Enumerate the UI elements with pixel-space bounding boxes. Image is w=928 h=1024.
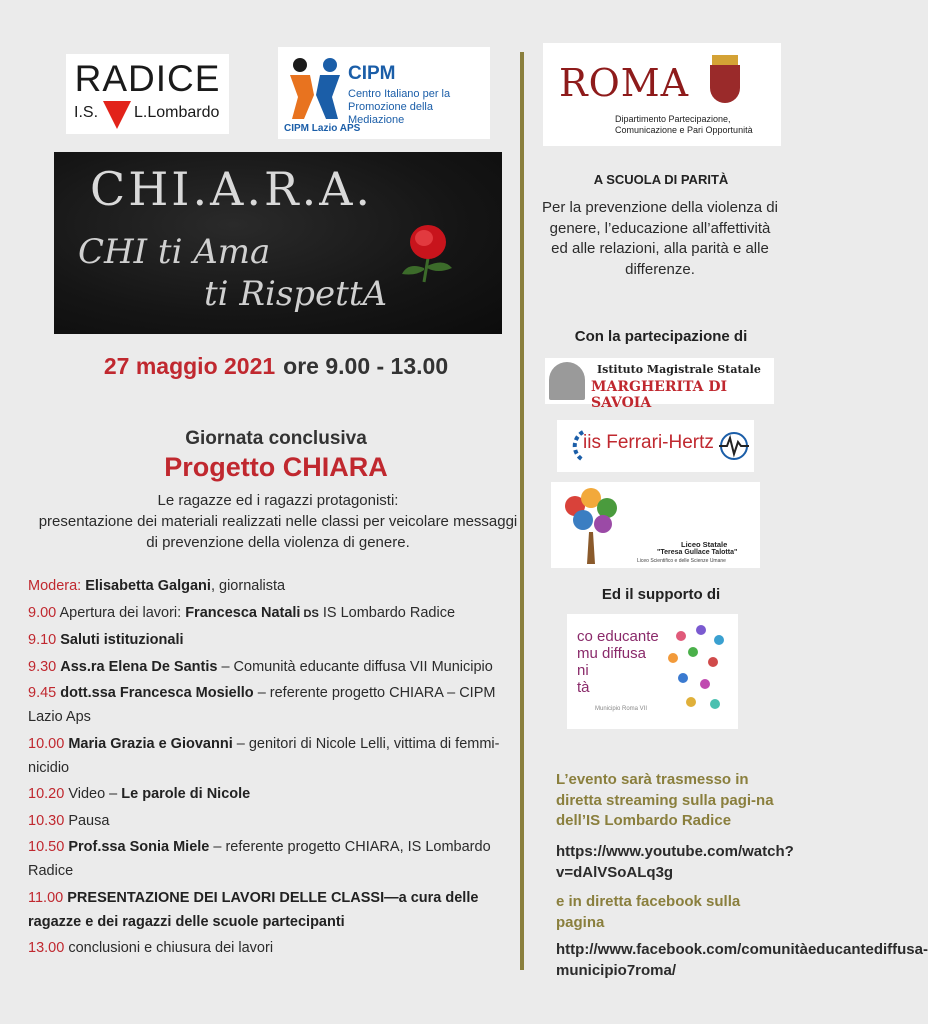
cipm-figures-icon (284, 55, 346, 121)
project-title: Progetto CHIARA (164, 452, 388, 482)
program-item (28, 628, 518, 652)
program-item (28, 681, 518, 729)
tree-icon (557, 486, 623, 564)
event-description (20, 490, 536, 553)
event-heading: Giornata conclusiva (185, 428, 367, 449)
roma-title: ROMA (559, 61, 690, 105)
partecipazione-heading: Con la partecipazione di (574, 328, 748, 345)
radice-logo-is: I.S. (74, 104, 99, 121)
program-item (28, 601, 518, 626)
program-item (28, 936, 518, 960)
program-item-time: 11.00 (28, 889, 64, 906)
radice-logo-lombardo: L.Lombardo (134, 104, 220, 121)
cipm-subtitle-line1: Centro Italiano per la (348, 88, 451, 100)
talotta-line1: Liceo Statale (681, 540, 728, 549)
description-line1: Le ragazze ed i ragazzi protagonisti: (157, 492, 399, 509)
program-item (28, 732, 518, 780)
program-item-text: Video – (64, 786, 122, 802)
program-item-speaker: Prof.ssa Sonia Miele (68, 839, 210, 855)
campaign-title: A SCUOLA DI PARITÀ (593, 172, 729, 187)
comunita-line3: ni (577, 662, 589, 679)
margherita-line1: Istituto Magistrale Statale (597, 363, 761, 376)
talotta-line2: "Teresa Gullace Talotta" (657, 549, 738, 556)
program-item-time: 9.10 (28, 632, 57, 648)
roma-dept-line2: Comunicazione e Pari Opportunità (615, 125, 753, 135)
moderator-role: , giornalista (210, 578, 286, 594)
program-item-text: Apertura dei lavori: (56, 604, 186, 621)
program-item-time: 10.20 (28, 786, 65, 802)
radice-logo (66, 54, 229, 134)
program-item-text: Pausa (64, 812, 110, 829)
comunita-text (577, 628, 659, 696)
comunita-sub: Municipio Roma VII (595, 706, 648, 712)
talotta-line3: Liceo Scientifico e delle Scienze Umane (637, 558, 726, 564)
program-item-speaker: Maria Grazia e Giovanni (68, 735, 233, 752)
cipm-subtitle-line2: Promozione della Mediazione (348, 101, 433, 126)
roma-logo (543, 43, 781, 146)
cipm-tag: CIPM Lazio APS (284, 123, 361, 134)
program-item (28, 886, 518, 934)
chalkboard-line1: CHI.A.R.A. (90, 162, 374, 216)
portrait-icon (549, 362, 585, 400)
cipm-logo (278, 47, 490, 139)
moderator-name: Elisabetta Galgani (85, 578, 211, 594)
red-triangle-icon (103, 101, 131, 129)
roma-dept-line1: Dipartimento Partecipazione, (615, 114, 731, 124)
comunita-line4: tà (577, 679, 590, 696)
people-figures-icon (661, 622, 733, 722)
ferrari-hertz-logo (557, 420, 754, 472)
program-item-speaker: Saluti istituzionali (60, 632, 184, 648)
comunita-educante-logo (567, 614, 738, 729)
arc-icon (561, 428, 585, 464)
program-item-small: DS (300, 607, 319, 620)
program-item-time: 10.30 (28, 812, 65, 829)
event-time: ore 9.00 - 13.00 (283, 353, 449, 379)
program-item-speaker: Ass.ra Elena De Santis (60, 658, 218, 675)
facebook-notice: e in diretta facebook sulla pagina (556, 893, 741, 931)
ferrari-hertz-name: iis Ferrari-Hertz (583, 432, 714, 453)
margherita-logo (545, 358, 774, 411)
program-item-speaker: PRESENTAZIONE DEI LAVORI DELLE CLASSI—a cura delle ragazze e dei ragazzi delle scuole partecipanti (28, 889, 479, 930)
youtube-link[interactable]: https://www.youtube.com/watch?v=dAlVSoALq3g (556, 843, 794, 881)
program-item (28, 835, 518, 883)
program-item-speaker: Le parole di Nicole (121, 786, 251, 802)
program-item-time: 9.45 (28, 685, 57, 701)
streaming-notice: L’evento sarà trasmesso in diretta streaming sulla pagi-na dell’IS Lombardo Radice (556, 771, 774, 829)
roma-department (615, 114, 753, 136)
program-item-detail: – genitori di Nicole Lelli, vittima di femmi-nicidio (28, 735, 500, 776)
moderator-row (28, 574, 518, 598)
program-item-speaker: Francesca Natali (185, 604, 301, 621)
program-item-detail: – Comunità educante diffusa VII Municipio (217, 658, 493, 675)
rose-icon (394, 218, 464, 284)
supporto-heading: Ed il supporto di (601, 586, 721, 603)
program-item-time: 9.00 (28, 604, 57, 621)
radice-logo-title: RADICE (74, 58, 221, 99)
talotta-logo (551, 482, 760, 568)
description-line2: presentazione dei materiali realizzati nelle classi per veicolare messaggi (38, 513, 518, 530)
chalkboard-image (54, 152, 502, 334)
program-item-text: conclusioni e chiusura dei lavori (64, 940, 274, 956)
program-item-time: 13.00 (28, 940, 65, 956)
facebook-link[interactable]: http://www.facebook.com/comunitàeducantediffusa-municipio7roma/ (556, 941, 928, 979)
program-item-time: 10.00 (28, 735, 65, 752)
program-item (28, 809, 518, 833)
cipm-subtitle (348, 88, 490, 127)
comunita-line2: mu diffusa (577, 645, 646, 662)
event-datetime (56, 353, 496, 380)
event-date: 27 maggio 2021 (103, 353, 276, 379)
roma-crest-icon (710, 65, 740, 103)
description-line3: di prevenzione della violenza di genere. (146, 534, 410, 551)
chalkboard-line3: ti RispettA (204, 274, 388, 314)
comunita-line1: co educante (577, 628, 659, 645)
moderator-label: Modera: (28, 578, 82, 594)
program-item-time: 10.50 (28, 839, 65, 855)
program-item-detail: IS Lombardo Radice (318, 604, 456, 621)
program-list (28, 574, 518, 963)
chalkboard-line2: CHI ti Ama (78, 232, 271, 272)
program-item-time: 9.30 (28, 658, 57, 675)
margherita-line2: MARGHERITA DI SAVOIA (591, 379, 728, 411)
campaign-description: Per la prevenzione della violenza di genere, l’educazione all’affettività ed alle relazioni, alla parità e alle differenze. (542, 199, 778, 278)
cipm-title: CIPM (348, 63, 396, 84)
program-item-detail: – referente progetto CHIARA, IS Lombardo Radice (28, 839, 491, 879)
program-item-detail: – referente progetto CHIARA – CIPM Lazio Aps (28, 685, 496, 725)
heartbeat-icon (717, 430, 751, 462)
program-item-speaker: dott.ssa Francesca Mosiello (60, 685, 254, 701)
program-item (28, 655, 518, 679)
vertical-divider (520, 52, 524, 970)
program-item (28, 782, 518, 806)
